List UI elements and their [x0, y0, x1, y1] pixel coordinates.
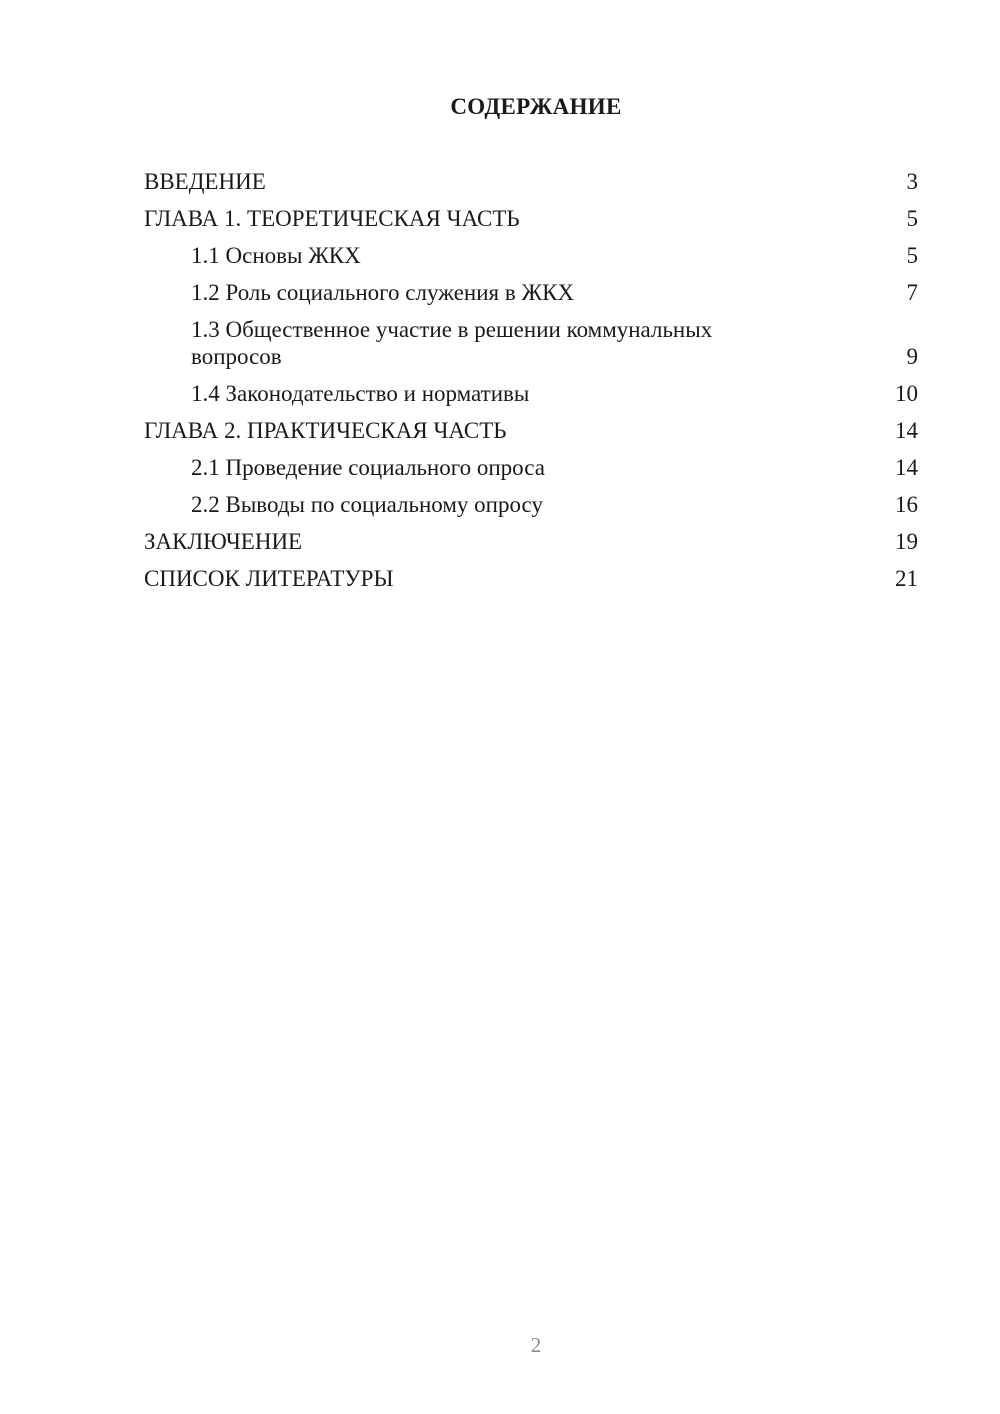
toc-entry-label: 2.1 Проведение социального опроса	[191, 455, 545, 480]
toc-entry-label: СПИСОК ЛИТЕРАТУРЫ	[144, 566, 394, 591]
toc-entry-page: 3	[906, 169, 918, 194]
toc-entry-introduction[interactable]	[144, 168, 918, 195]
page-number: 2	[530, 1333, 542, 1357]
toc-entry-label: 1.1 Основы ЖКХ	[191, 243, 361, 268]
toc-entry-page: 14	[895, 418, 918, 443]
toc-entry-section-2-2[interactable]	[144, 491, 918, 518]
toc-entry-page: 5	[906, 243, 918, 268]
toc-entry-chapter-2[interactable]	[144, 417, 918, 444]
toc-entry-label: ЗАКЛЮЧЕНИЕ	[144, 529, 303, 554]
toc-entry-references[interactable]	[144, 565, 918, 592]
toc-entry-label: ВВЕДЕНИЕ	[144, 169, 266, 194]
toc-entry-page: 10	[895, 381, 918, 406]
toc-entry-page: 7	[906, 280, 918, 305]
toc-entry-page: 16	[895, 492, 918, 517]
toc-entry-section-2-1[interactable]	[144, 454, 918, 481]
toc-entry-chapter-1[interactable]	[144, 205, 918, 232]
toc-entry-section-1-4[interactable]	[144, 380, 918, 407]
table-of-contents	[144, 168, 918, 602]
toc-entry-label: 1.3 Общественное участие в решении коммунальных вопросов	[191, 317, 713, 369]
toc-entry-page: 21	[895, 566, 918, 591]
toc-entry-page: 19	[895, 529, 918, 554]
toc-entry-label: ГЛАВА 1. ТЕОРЕТИЧЕСКАЯ ЧАСТЬ	[144, 206, 520, 231]
toc-entry-page: 14	[895, 455, 918, 480]
toc-entry-label: 1.2 Роль социального служения в ЖКХ	[191, 280, 575, 305]
toc-entry-page: 5	[906, 206, 918, 231]
toc-entry-section-1-1[interactable]	[144, 242, 918, 269]
toc-entry-label: 2.2 Выводы по социальному опросу	[191, 492, 543, 517]
toc-entry-label: 1.4 Законодательство и нормативы	[191, 381, 530, 406]
page-title: СОДЕРЖАНИЕ	[450, 94, 622, 119]
toc-entry-label: ГЛАВА 2. ПРАКТИЧЕСКАЯ ЧАСТЬ	[144, 418, 507, 443]
toc-entry-conclusion[interactable]	[144, 528, 918, 555]
toc-entry-section-1-3[interactable]	[144, 316, 918, 370]
toc-entry-section-1-2[interactable]	[144, 279, 918, 306]
toc-entry-page: 9	[906, 344, 918, 369]
